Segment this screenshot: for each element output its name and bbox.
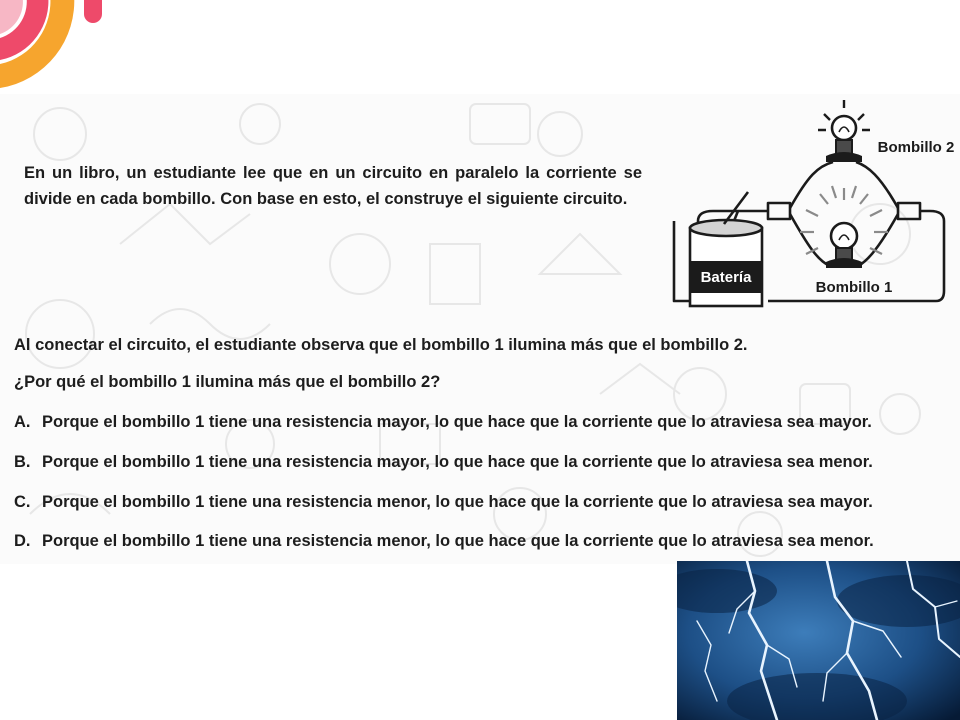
option-letter: B. bbox=[14, 453, 31, 471]
intro-paragraph: En un libro, un estudiante lee que en un circuito en paralelo la corriente se divide en cada bombillo. Con base en esto, el construye el siguiente circuito. bbox=[24, 164, 642, 208]
option-text: Porque el bombillo 1 tiene una resistencia mayor, lo que hace que la corriente que lo atraviesa sea mayor. bbox=[42, 413, 872, 431]
bulb-1-icon bbox=[800, 186, 888, 268]
question-stem: Al conectar el circuito, el estudiante observa que el bombillo 1 ilumina más que el bombillo 2. bbox=[14, 336, 748, 354]
answer-option-d[interactable] bbox=[14, 532, 874, 551]
answer-option-a[interactable] bbox=[14, 413, 872, 432]
battery-label: Batería bbox=[700, 269, 752, 286]
brand-logo bbox=[0, 0, 110, 100]
option-letter: D. bbox=[14, 532, 31, 550]
bulb-2-icon bbox=[818, 100, 870, 162]
lightning-storm-image bbox=[677, 561, 960, 720]
answer-option-c[interactable] bbox=[14, 493, 873, 512]
option-letter: C. bbox=[14, 493, 31, 511]
bulb-1-label: Bombillo 1 bbox=[815, 279, 893, 296]
option-text: Porque el bombillo 1 tiene una resistencia menor, lo que hace que la corriente que lo atraviesa sea menor. bbox=[42, 532, 874, 550]
question-prompt: ¿Por qué el bombillo 1 ilumina más que el bombillo 2? bbox=[14, 373, 441, 391]
battery-icon bbox=[690, 192, 762, 306]
answer-option-b[interactable] bbox=[14, 453, 873, 472]
parallel-circuit-diagram bbox=[668, 96, 960, 316]
option-letter: A. bbox=[14, 413, 31, 431]
bulb-2-label: Bombillo 2 bbox=[877, 139, 955, 156]
worksheet-panel bbox=[0, 94, 960, 564]
option-text: Porque el bombillo 1 tiene una resistencia mayor, lo que hace que la corriente que lo atraviesa sea menor. bbox=[42, 453, 873, 471]
option-text: Porque el bombillo 1 tiene una resistencia menor, lo que hace que la corriente que lo atraviesa sea mayor. bbox=[42, 493, 873, 511]
